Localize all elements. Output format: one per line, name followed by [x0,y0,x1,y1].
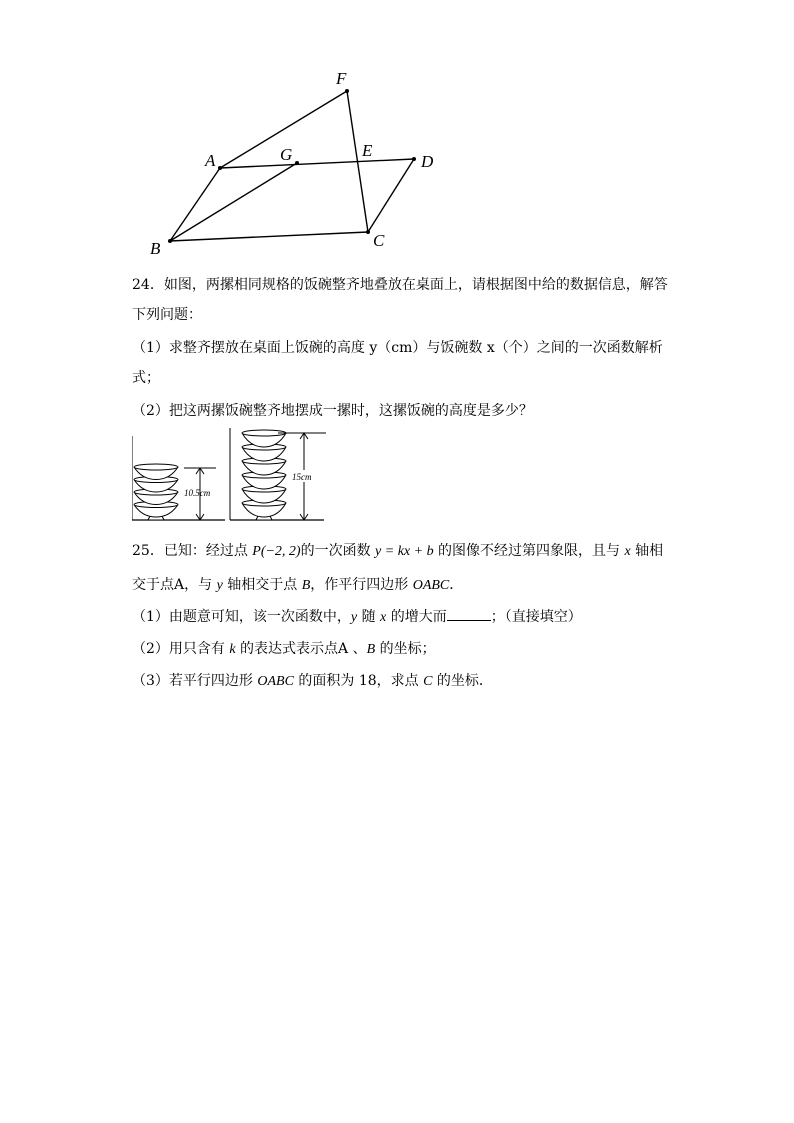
point-C [366,230,370,234]
q25-p2-c: 的坐标； [375,641,436,657]
bowl-rim [134,464,178,470]
point-A [218,166,222,170]
q25-p1-c: 的增大而 [386,609,447,625]
left-bowl-stack [134,464,178,520]
q24-stem-line2: 下列问题： [132,307,202,323]
q25-point-P: P(−2, 2) [252,544,301,559]
q25-l1-c: 的图像不经过第四象限，且与 [433,543,625,559]
q25-p2-b: 的表达式表示点A 、 [235,641,367,657]
q25-p3-c: 的坐标． [432,673,493,689]
segment-CD [368,159,414,232]
q25-l2-d: ． [449,577,464,593]
q25-p3-a: （3）若平行四边形 [132,673,258,689]
label-E: E [362,141,373,160]
q25-l1-b: 的一次函数 [300,543,376,559]
q25-function: y = kx + b [375,544,434,559]
q25-part1 [132,608,582,627]
answer-blank[interactable] [447,608,491,621]
segment-AB [170,168,220,241]
q25-part2 [132,640,436,659]
right-height-label: 15cm [292,472,312,482]
q25-p1-x: x [380,610,387,625]
q25-l1-d: 轴相 [630,543,664,559]
q24-part1-line2: 式； [132,370,160,386]
q25-p3-b: 的面积为 18，求点 [293,673,424,689]
q25-p3-C: C [423,674,433,689]
left-height-label: 10.5cm [184,488,211,498]
segment-BC [170,232,368,241]
bowls-figure [132,428,330,524]
q25-p1-d: ；（直接填空） [490,609,582,625]
geometry-figure [140,62,450,258]
label-F: F [336,69,347,88]
q24-stem-line1: 24．如图，两摞相同规格的饭碗整齐地叠放在桌面上，请根据图中给的数据信息，解答 [132,277,668,293]
q25-p2-a: （2）用只含有 [132,641,230,657]
q25-l2-a: 交于点A，与 [132,577,217,593]
q25-l2-b: 轴相交于点 [222,577,302,593]
q24-part2: （2）把这两摞饭碗整齐地摆成一摞时，这摞饭碗的高度是多少？ [132,403,533,419]
label-G: G [280,145,293,164]
point-F [345,89,349,93]
q25-p3-oabc: OABC [257,674,294,689]
q25-stem-line2 [132,576,463,595]
q25-oabc: OABC [412,578,450,593]
q24-part1-line1: （1）求整齐摆放在桌面上饭碗的高度 y（cm）与饭碗数 x（个）之间的一次函数解析 [132,340,663,356]
label-B: B [150,239,161,258]
q25-l2-c: ，作平行四边形 [310,577,413,593]
q25-x-var: x [624,544,631,559]
q25-part3 [132,672,493,691]
point-G [295,161,299,165]
q25-p2-B: B [366,642,376,657]
segment-BG [170,163,297,241]
label-A: A [205,151,216,170]
q25-p1-y: y [350,610,358,625]
q25-p1-b: 随 [357,609,381,625]
label-D: D [421,152,434,171]
q25-l1-a: 25．已知：经过点 [132,543,253,559]
segment-AD [220,159,414,168]
right-bowl-stack [242,430,286,520]
label-C: C [373,231,385,250]
q25-p1-a: （1）由题意可知，该一次函数中， [132,609,351,625]
point-D [412,157,416,161]
q25-p2-k: k [229,642,236,657]
q25-stem-line1 [132,542,663,561]
q25-y-var: y [216,578,223,593]
q25-point-B: B [301,578,311,593]
point-B [168,239,172,243]
